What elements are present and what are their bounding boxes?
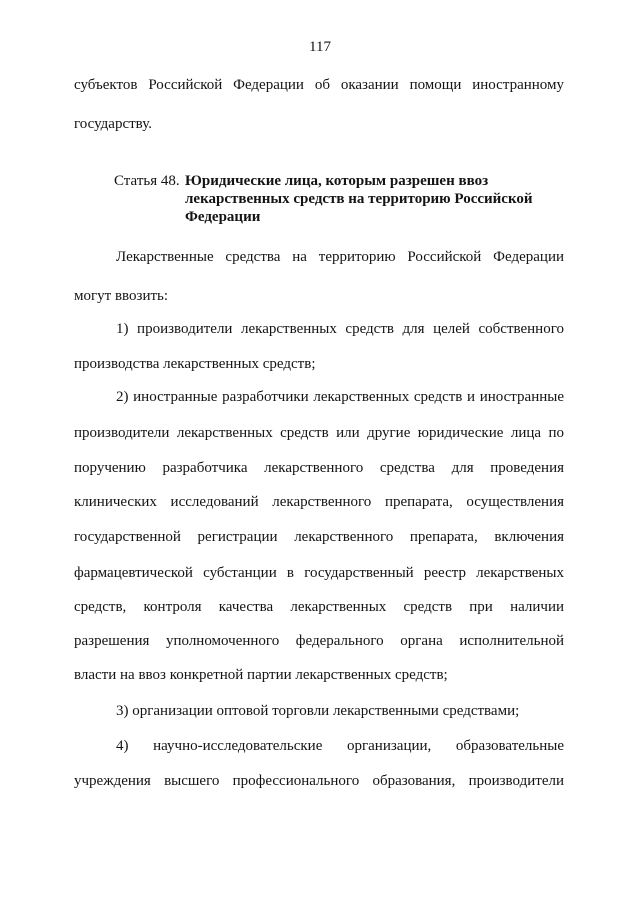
paragraph-3-line-1: 3) организации оптовой торговли лекарственными средствами; (116, 703, 520, 719)
paragraph-2-line-9: власти на ввоз конкретной партии лекарственных средств; (74, 667, 448, 683)
intro-line-2: государству. (74, 116, 152, 132)
paragraph-4-line-1: 4) научно-исследовательские организации, образовательные (116, 738, 564, 754)
intro-line-1: субъектов Российской Федерации об оказании помощи иностранному (74, 77, 564, 93)
paragraph-2-line-5: государственной регистрации лекарственного препарата, включения (74, 529, 564, 545)
article-title-line-1: Юридические лица, которым разрешен ввоз (185, 173, 489, 189)
paragraph-2-line-4: клинических исследований лекарственного препарата, осуществления (74, 494, 564, 510)
paragraph-1-line-1: 1) производители лекарственных средств для целей собственного (116, 321, 564, 337)
article-title-line-3: Федерации (185, 209, 261, 225)
paragraph-2-line-6: фармацевтической субстанции в государственный реестр лекарственых (74, 565, 564, 581)
article-title (185, 172, 565, 226)
article-title-line-2: лекарственных средств на территорию Российской (185, 191, 533, 207)
paragraph-2-line-1: 2) иностранные разработчики лекарственных средств и иностранные (116, 389, 564, 405)
page-number: 117 (309, 39, 331, 55)
paragraph-2-line-7: средств, контроля качества лекарственных средств при наличии (74, 599, 564, 615)
paragraph-0-line-1: Лекарственные средства на территорию Российской Федерации (116, 249, 564, 265)
paragraph-2-line-8: разрешения уполномоченного федерального органа исполнительной (74, 633, 564, 649)
paragraph-0-line-2: могут ввозить: (74, 288, 169, 304)
paragraph-4-line-2: учреждения высшего профессионального образования, производители (74, 773, 564, 789)
paragraph-1-line-2: производства лекарственных средств; (74, 356, 316, 372)
paragraph-2-line-3: поручению разработчика лекарственного средства для проведения (74, 460, 564, 476)
paragraph-2-line-2: производители лекарственных средств или другие юридические лица по (74, 425, 564, 441)
article-label: Статья 48. (114, 173, 180, 189)
